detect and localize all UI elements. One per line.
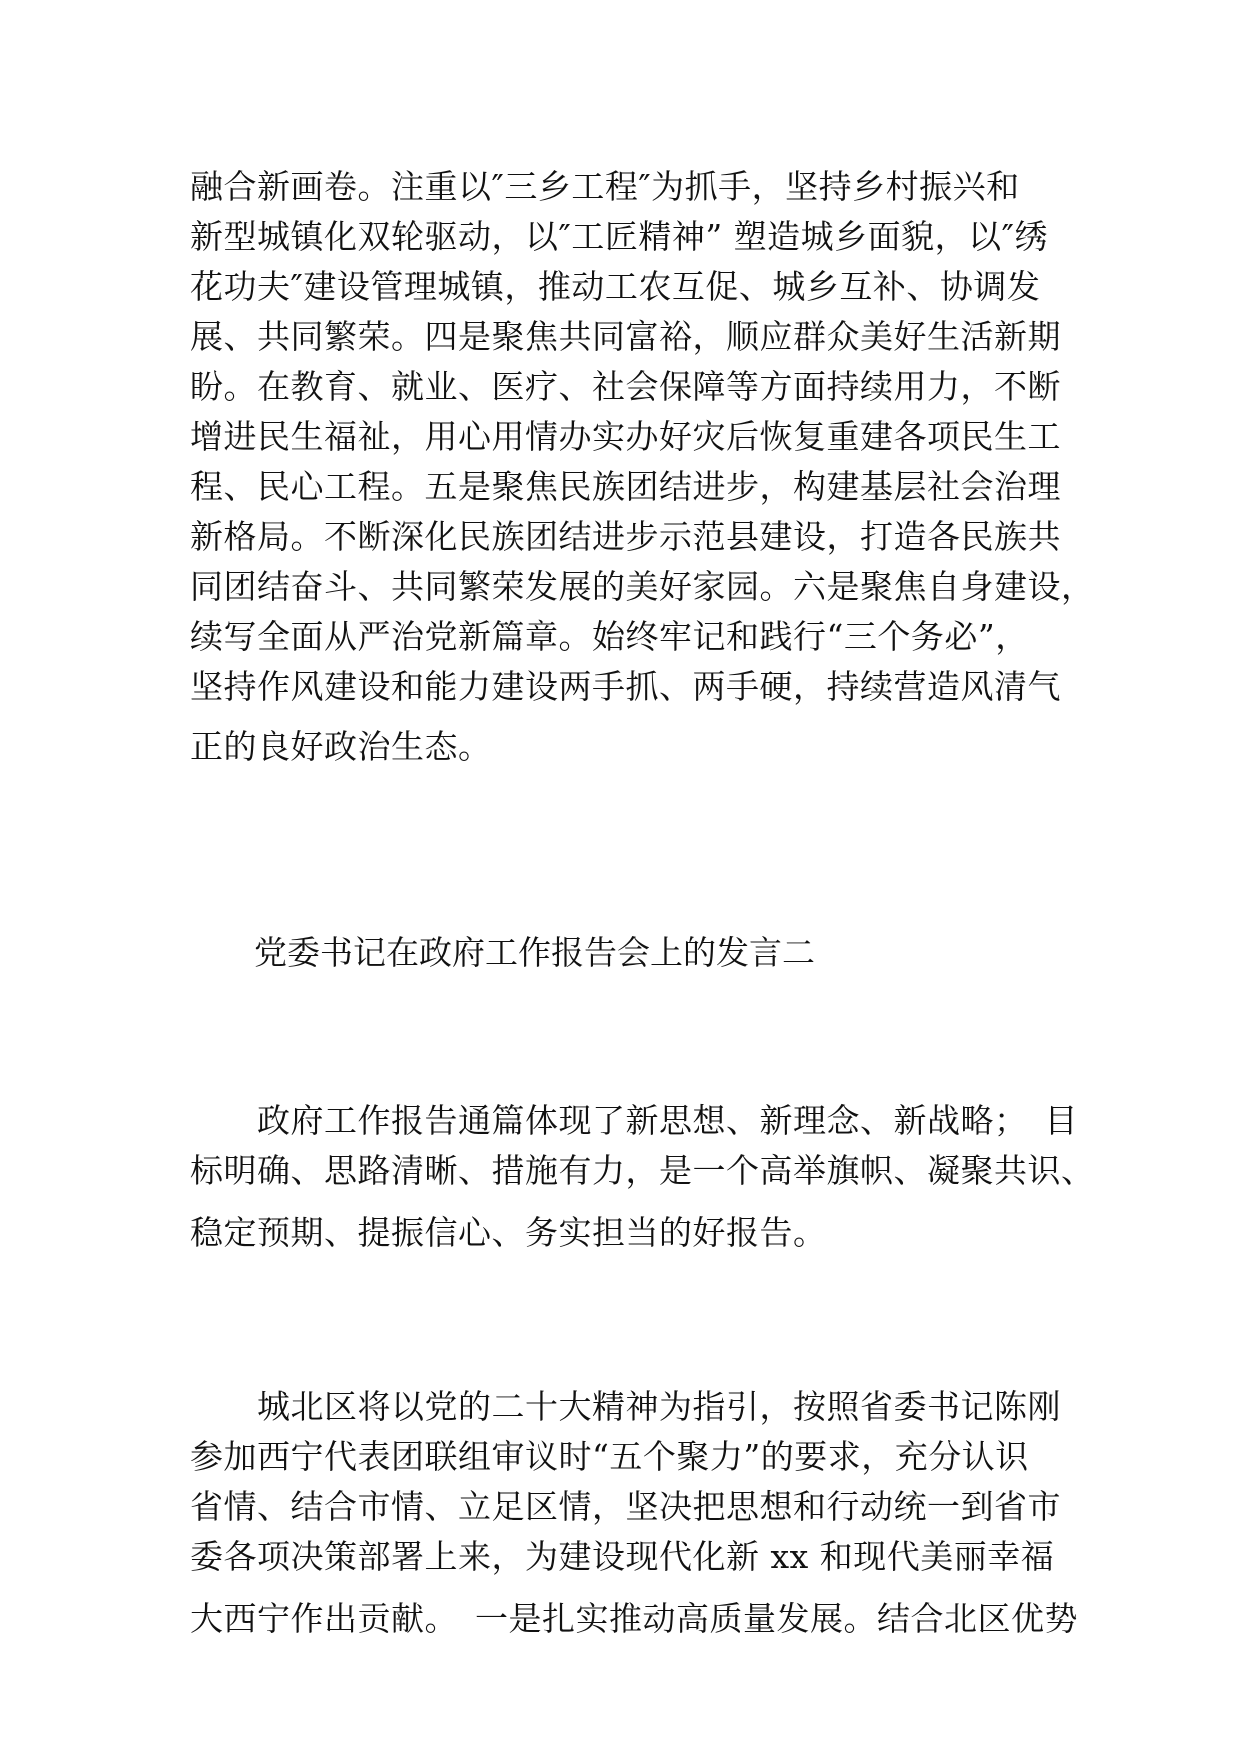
paragraph-line: 新型城镇化双轮驱动，以″工匠精神” 塑造城乡面貌，以″绣 [190, 217, 1049, 256]
paragraph-line: 正的良好政治生态。 [190, 727, 492, 766]
paragraph-line: 标明确、思路清晰、措施有力，是一个高举旗帜、凝聚共识、 [190, 1151, 1095, 1190]
paragraph-2 [190, 1096, 1095, 1258]
paragraph-line: 委各项决策部署上来，为建设现代化新 xx 和现代美丽幸福 [190, 1537, 1055, 1576]
paragraph-line: 政府工作报告通篇体现了新思想、新理念、新战略； 目 [190, 1101, 1078, 1140]
paragraph-line: 新格局。不断深化民族团结进步示范县建设，打造各民族共 [190, 517, 1061, 556]
paragraph-line: 坚持作风建设和能力建设两手抓、两手硬，持续营造风清气 [190, 667, 1061, 706]
paragraph-line: 融合新画卷。注重以″三乡工程″为抓手，坚持乡村振兴和 [190, 167, 1020, 206]
paragraph-line: 程、民心工程。五是聚焦民族团结进步，构建基层社会治理 [190, 467, 1061, 506]
paragraph-line: 续写全面从严治党新篇章。始终牢记和践行“三个务必”， [190, 617, 1029, 656]
paragraph-line: 稳定预期、提振信心、务实担当的好报告。 [190, 1213, 827, 1252]
paragraph-1 [190, 162, 1095, 772]
paragraph-line: 花功夫″建设管理城镇，推动工农互促、城乡互补、协调发 [190, 267, 1041, 306]
paragraph-line: 盼。在教育、就业、医疗、社会保障等方面持续用力，不断 [190, 367, 1061, 406]
paragraph-3 [190, 1382, 1078, 1644]
paragraph-line: 同团结奋斗、共同繁荣发展的美好家园。六是聚焦自身建设， [190, 567, 1095, 606]
paragraph-line: 省情、结合市情、立足区情，坚决把思想和行动统一到省市 [190, 1487, 1061, 1526]
section-title: 党委书记在政府工作报告会上的发言二 [254, 933, 815, 972]
paragraph-line: 城北区将以党的二十大精神为指引，按照省委书记陈刚 [190, 1387, 1061, 1426]
paragraph-line: 参加西宁代表团联组审议时“五个聚力”的要求，充分认识 [190, 1437, 1029, 1476]
paragraph-line: 增进民生福祉，用心用情办实办好灾后恢复重建各项民生工 [190, 417, 1061, 456]
paragraph-line: 大西宁作出贡献。 一是扎实推动高质量发展。结合北区优势 [190, 1599, 1078, 1638]
paragraph-line: 展、共同繁荣。四是聚焦共同富裕，顺应群众美好生活新期 [190, 317, 1061, 356]
